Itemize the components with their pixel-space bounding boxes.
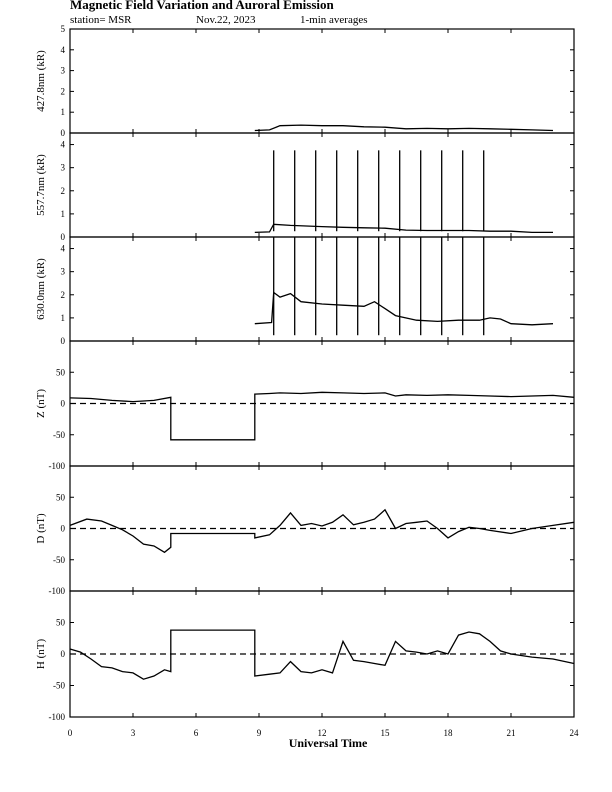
y-tick-label: -50 — [53, 680, 65, 691]
panel-frame — [70, 29, 574, 133]
y-tick-label: 50 — [56, 492, 65, 503]
y-tick-label: 50 — [56, 617, 65, 628]
y-tick-label: 1 — [60, 312, 65, 323]
y-axis-title: 427.8nm (kR) — [35, 50, 47, 112]
y-axis-title: H (nT) — [35, 638, 47, 670]
y-tick-label: 1 — [60, 107, 65, 118]
y-tick-label: 0 — [60, 649, 65, 659]
panel-Z — [35, 341, 574, 471]
panels — [35, 24, 574, 722]
y-axis-title: 630.0nm (kR) — [35, 258, 47, 320]
panel-427.8nm — [35, 24, 574, 138]
panel-630.0nm — [35, 237, 574, 346]
y-tick-label: -100 — [48, 712, 65, 722]
y-tick-label: 0 — [60, 128, 65, 138]
y-tick-label: 2 — [60, 289, 65, 300]
date-label: Nov.22, 2023 — [196, 14, 256, 26]
y-axis-title: Z (nT) — [35, 388, 47, 419]
panel-frame — [70, 237, 574, 341]
x-tick-label: 15 — [380, 728, 390, 738]
y-tick-label: -50 — [53, 554, 65, 565]
y-tick-label: -50 — [53, 429, 65, 440]
x-tick-label: 6 — [193, 728, 199, 738]
y-tick-label: 3 — [60, 162, 65, 173]
y-tick-label: 2 — [60, 185, 65, 196]
y-tick-label: 5 — [60, 24, 65, 34]
y-axis-title: D (nT) — [35, 513, 47, 544]
panel-frame — [70, 133, 574, 237]
series-line — [255, 293, 553, 325]
series-line — [70, 510, 574, 553]
y-tick-label: 0 — [60, 523, 65, 534]
y-tick-label: 50 — [56, 367, 65, 378]
y-tick-label: 3 — [60, 65, 65, 76]
y-tick-label: 4 — [60, 243, 65, 254]
panel-557.7nm — [35, 133, 574, 242]
y-tick-label: 1 — [60, 208, 65, 219]
y-tick-label: 4 — [60, 139, 65, 150]
x-tick-label: 18 — [443, 728, 453, 738]
y-tick-label: 2 — [60, 86, 65, 97]
x-tick-label: 12 — [317, 728, 327, 738]
y-tick-label: 0 — [60, 232, 65, 242]
y-axis-title: 557.7nm (kR) — [35, 154, 47, 216]
chart-title: Magnetic Field Variation and Auroral Emission — [70, 0, 334, 12]
x-tick-label: 24 — [569, 728, 579, 738]
series-line — [255, 224, 553, 232]
y-tick-label: 3 — [60, 266, 65, 277]
y-tick-label: -100 — [48, 586, 65, 596]
x-tick-label: 3 — [130, 728, 136, 738]
series-line — [70, 630, 574, 679]
station-label: station= MSR — [70, 14, 132, 26]
y-tick-label: -100 — [48, 461, 65, 471]
y-tick-label: 0 — [60, 336, 65, 346]
panel-D — [35, 466, 574, 596]
y-tick-label: 0 — [60, 398, 65, 409]
x-tick-label: 0 — [67, 728, 73, 738]
x-tick-label: 21 — [506, 728, 516, 738]
series-line — [70, 392, 574, 440]
y-tick-label: 4 — [60, 44, 65, 55]
x-axis-title: Universal Time — [288, 736, 368, 750]
series-line — [255, 125, 553, 130]
averaging-label: 1-min averages — [300, 14, 368, 26]
panel-H — [35, 591, 574, 722]
x-tick-label: 9 — [256, 728, 262, 738]
